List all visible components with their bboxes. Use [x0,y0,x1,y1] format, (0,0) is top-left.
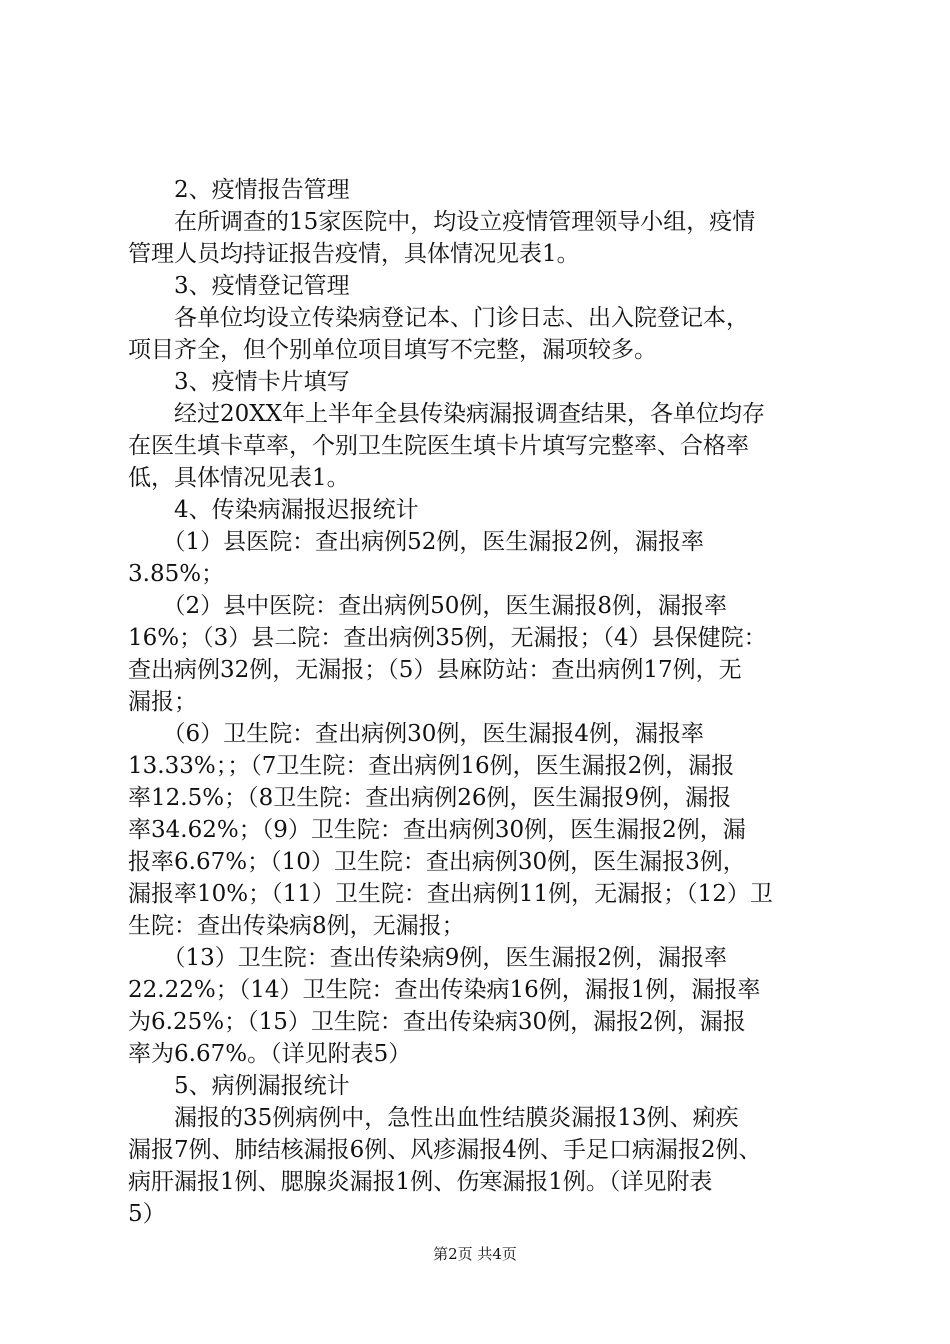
paragraph-line: 为6.25%；（15）卫生院：查出传染病30例，漏报2例，漏报 [128,1009,746,1035]
paragraph-line: 各单位均设立传染病登记本、门诊日志、出入院登记本， [128,305,749,331]
paragraph-line: 漏报； [128,689,197,715]
section-heading-card-filling: 3、疫情卡片填写 [128,369,350,395]
paragraph-line: （2）县中医院：查出病例50例，医生漏报8例，漏报率 [128,593,728,619]
paragraph-line: （1）县医院：查出病例52例，医生漏报2例，漏报率 [128,529,705,555]
section-heading-epidemic-registration: 3、疫情登记管理 [128,273,350,299]
paragraph-line: 16%；（3）县二院：查出病例35例，无漏报；（4）县保健院： [128,625,767,651]
page-footer: 第2页 共4页 [433,1245,517,1263]
paragraph-line: 漏报率10%；（11）卫生院：查出病例11例，无漏报；（12）卫 [128,881,773,907]
paragraph-line: 率12.5%；（8卫生院：查出病例26例，医生漏报9例，漏报 [128,785,732,811]
paragraph-line: 查出病例32例，无漏报；（5）县麻防站：查出病例17例，无 [128,657,742,683]
paragraph-line: 报率6.67%；（10）卫生院：查出病例30例，医生漏报3例， [128,849,746,875]
paragraph-line: 项目齐全，但个别单位项目填写不完整，漏项较多。 [128,337,657,363]
paragraph-line: 管理人员均持证报告疫情，具体情况见表1。 [128,241,580,267]
paragraph-line: 13.33%；；（7卫生院：查出病例16例，医生漏报2例，漏报 [128,753,735,779]
paragraph-line: 率为6.67%。（详见附表5） [128,1041,412,1067]
paragraph-line: 5） [128,1201,166,1227]
paragraph-line: 经过20XX年上半年全县传染病漏报调查结果，各单位均存 [128,401,766,427]
paragraph-line: （6）卫生院：查出病例30例，医生漏报4例，漏报率 [128,721,705,747]
paragraph-line: 22.22%；（14）卫生院：查出传染病16例，漏报1例，漏报率 [128,977,761,1003]
paragraph-line: 病肝漏报1例、腮腺炎漏报1例、伤寒漏报1例。（详见附表 [128,1169,713,1195]
paragraph-line: 漏报7例、肺结核漏报6例、风疹漏报4例、手足口病漏报2例、 [128,1137,762,1163]
paragraph-line: 在所调查的15家医院中，均设立疫情管理领导小组，疫情 [128,209,756,235]
section-heading-epidemic-report: 2、疫情报告管理 [128,177,350,203]
paragraph-line: 率34.62%；（9）卫生院：查出病例30例，医生漏报2例，漏 [128,817,746,843]
paragraph-line: （13）卫生院：查出传染病9例，医生漏报2例，漏报率 [128,945,728,971]
section-heading-case-underreport: 5、病例漏报统计 [128,1073,350,1099]
paragraph-line: 漏报的35例病例中，急性出血性结膜炎漏报13例、痢疾 [128,1105,739,1131]
paragraph-line: 3.85%； [128,561,225,587]
paragraph-line: 在医生填卡草率，个别卫生院医生填卡片填写完整率、合格率 [128,433,749,459]
paragraph-line: 低，具体情况见表1。 [128,465,350,491]
paragraph-line: 生院：查出传染病8例，无漏报； [128,913,465,939]
section-heading-underreport-stats: 4、传染病漏报迟报统计 [128,497,419,523]
